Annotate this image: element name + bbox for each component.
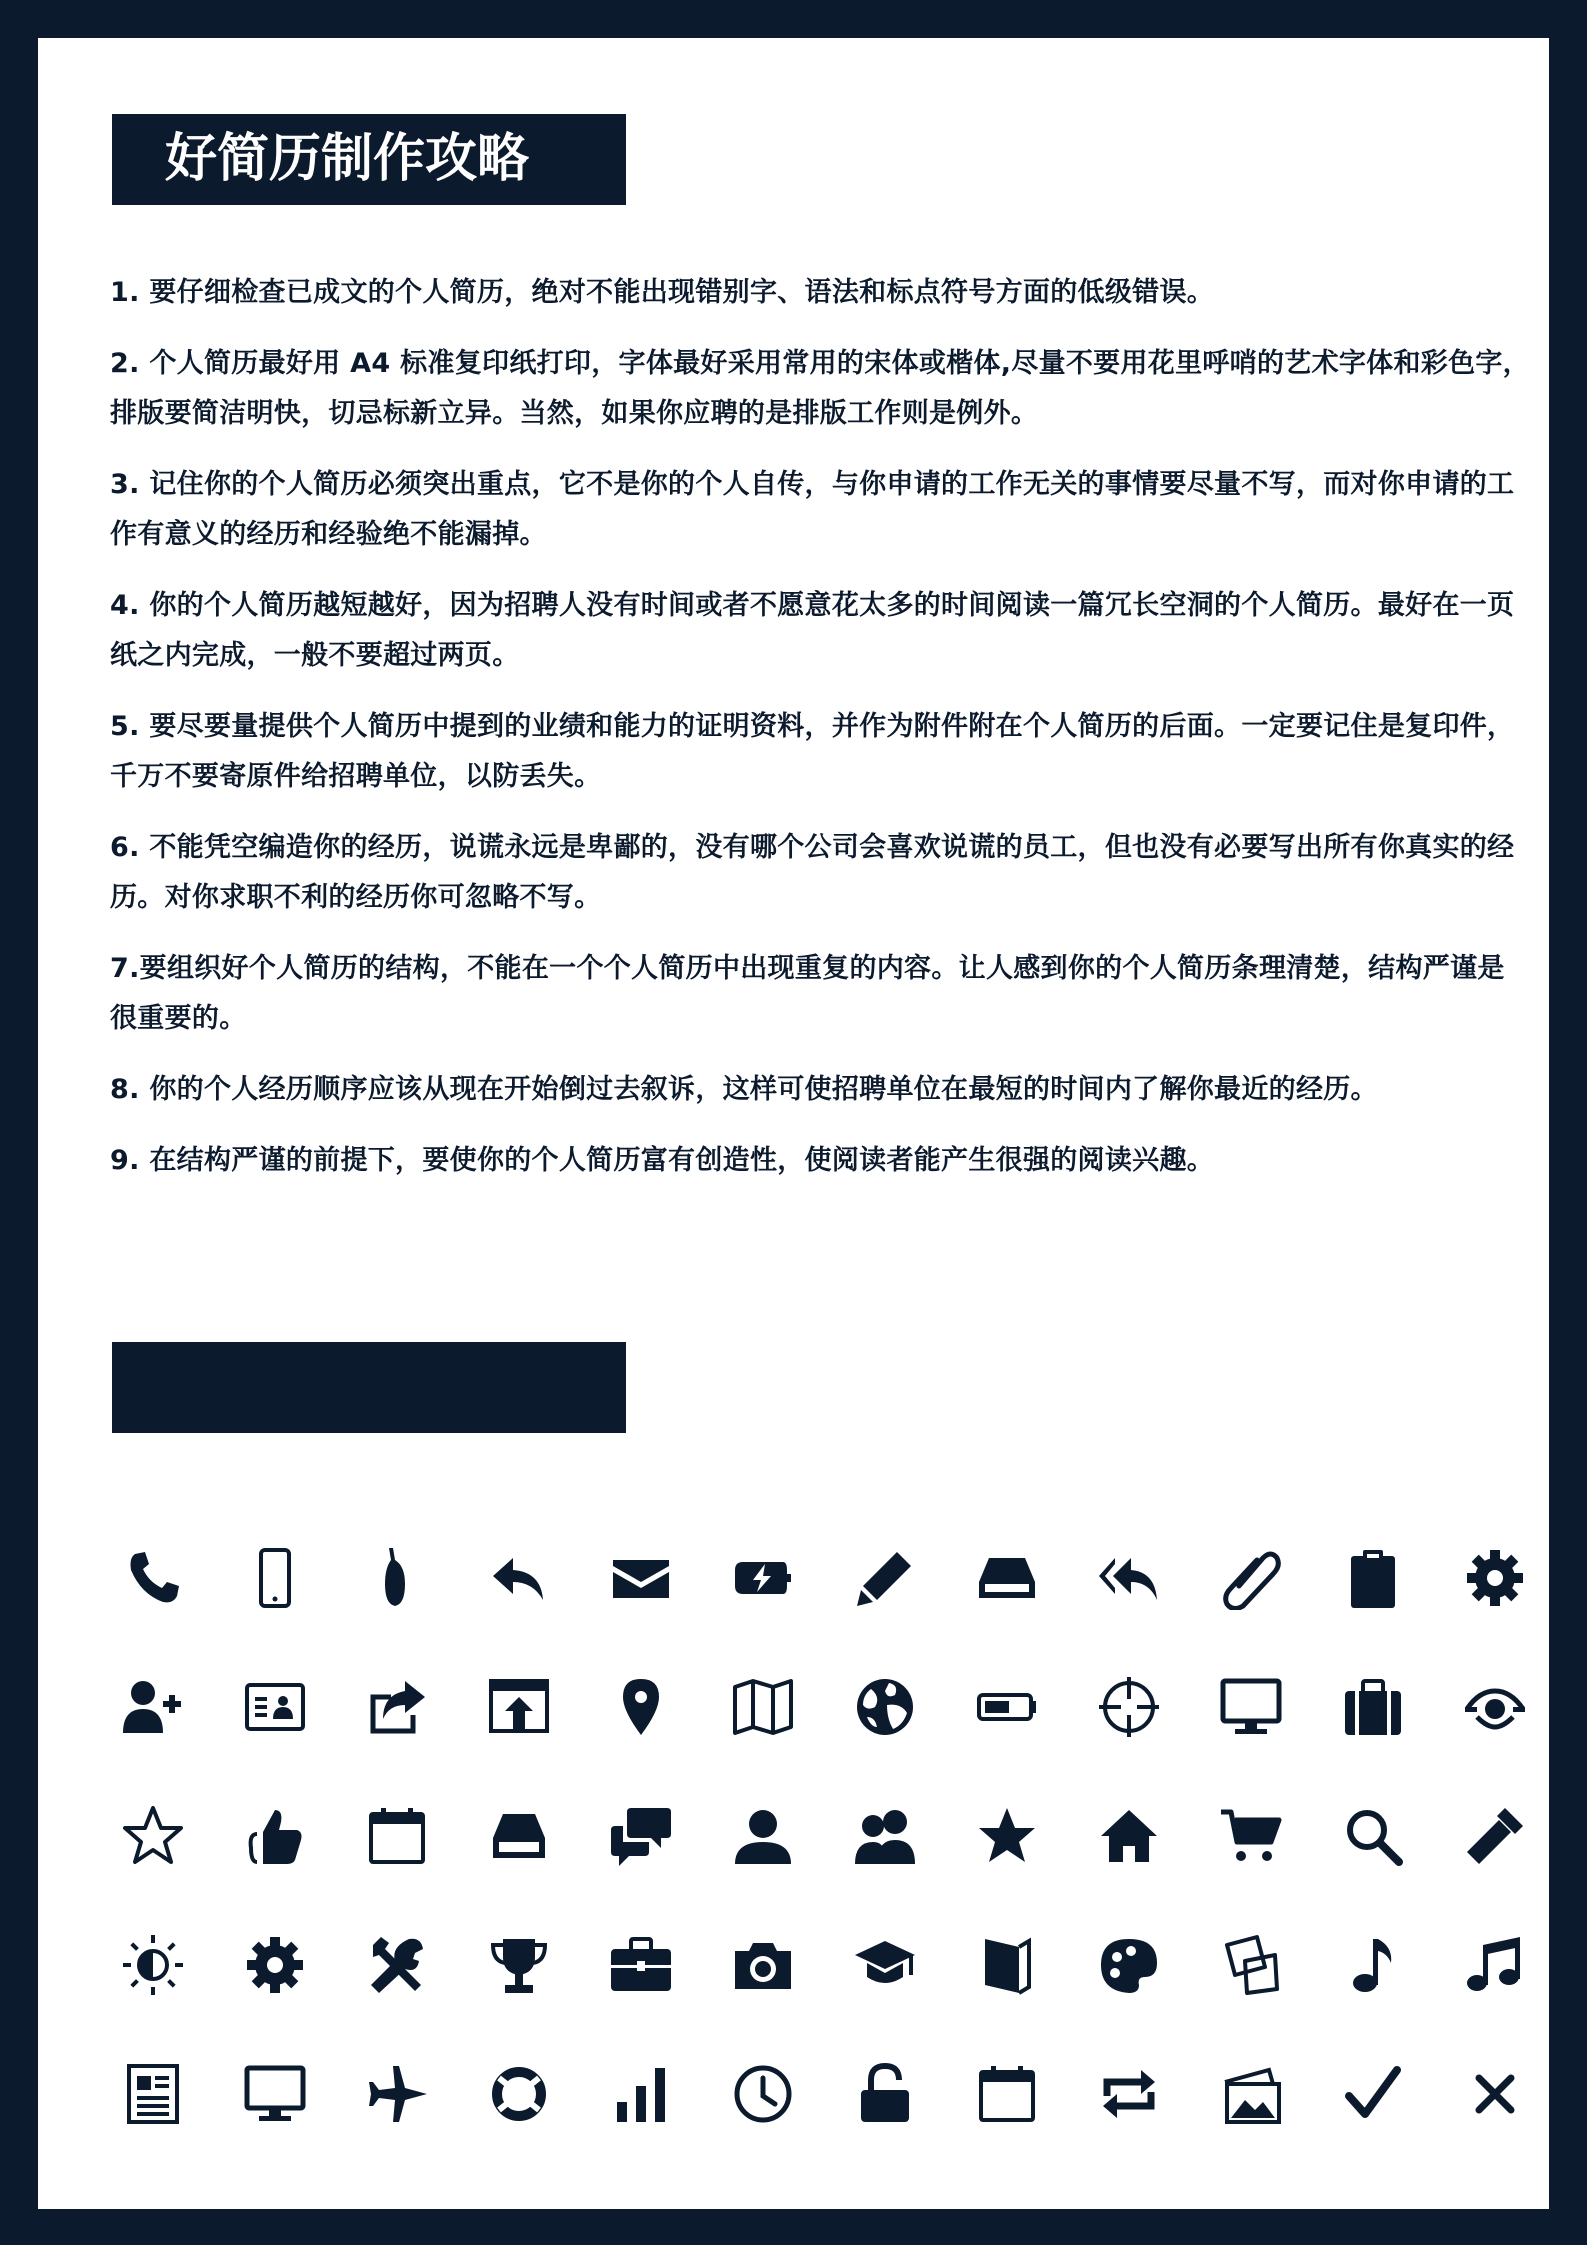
- close-icon: [1434, 2029, 1556, 2158]
- upload-window-icon: [458, 1642, 580, 1771]
- resume-tips-page: [38, 38, 1549, 2209]
- icons-section-header: [112, 1342, 626, 1433]
- mail-icon: [580, 1513, 702, 1642]
- desktop-icon: [214, 2029, 336, 2158]
- thumbs-up-icon: [214, 1771, 336, 1900]
- user-icon: [702, 1771, 824, 1900]
- monitor-icon: [1190, 1642, 1312, 1771]
- add-user-icon: [92, 1642, 214, 1771]
- id-card-icon: [214, 1642, 336, 1771]
- reply-all-icon: [1068, 1513, 1190, 1642]
- reply-icon: [458, 1513, 580, 1642]
- chat-icon: [580, 1771, 702, 1900]
- star-outline-icon: [92, 1771, 214, 1900]
- crosshair-icon: [1068, 1642, 1190, 1771]
- calendar-icon: [336, 1771, 458, 1900]
- star-icon: [946, 1771, 1068, 1900]
- search-icon: [1312, 1771, 1434, 1900]
- check-icon: [1312, 2029, 1434, 2158]
- globe-icon: [824, 1642, 946, 1771]
- music-note-icon: [1312, 1900, 1434, 2029]
- briefcase-icon: [580, 1900, 702, 2029]
- book-icon: [946, 1900, 1068, 2029]
- trophy-icon: [458, 1900, 580, 2029]
- phone-icon: [92, 1513, 214, 1642]
- picture-icon: [1190, 2029, 1312, 2158]
- bar-chart-icon: [580, 2029, 702, 2158]
- mouse-icon: [336, 1513, 458, 1642]
- tip-item: 3. 记住你的个人简历必须突出重点，它不是你的个人自传，与你申请的工作无关的事情要尽量不写，而对你申请的工作有意义的经历和经验绝不能漏掉。: [110, 469, 1515, 550]
- location-pin-icon: [580, 1642, 702, 1771]
- map-icon: [702, 1642, 824, 1771]
- tools-icon: [336, 1900, 458, 2029]
- tip-item: 7.要组织好个人简历的结构，不能在一个个人简历中出现重复的内容。让人感到你的个人简历条理清楚，结构严谨是很重要的。: [110, 953, 1505, 1034]
- gear-icon: [1434, 1513, 1556, 1642]
- music-notes-icon: [1434, 1900, 1556, 2029]
- camera-icon: [702, 1900, 824, 2029]
- lifebuoy-icon: [458, 2029, 580, 2158]
- users-icon: [824, 1771, 946, 1900]
- graduation-cap-icon: [824, 1900, 946, 2029]
- paperclip-icon: [1190, 1513, 1312, 1642]
- home-icon: [1068, 1771, 1190, 1900]
- suitcase-icon: [1312, 1642, 1434, 1771]
- lock-open-icon: [824, 2029, 946, 2158]
- page-title: 好简历制作攻略: [112, 114, 626, 205]
- battery-icon: [946, 1642, 1068, 1771]
- flashlight-icon: [1434, 1771, 1556, 1900]
- eye-icon: [1434, 1642, 1556, 1771]
- tip-item: 4. 你的个人简历越短越好，因为招聘人没有时间或者不愿意花太多的时间阅读一篇冗长空洞的个人简历。最好在一页纸之内完成，一般不要超过两页。: [110, 590, 1515, 671]
- brightness-icon: [92, 1900, 214, 2029]
- share-icon: [336, 1642, 458, 1771]
- airplane-icon: [336, 2029, 458, 2158]
- battery-charge-icon: [702, 1513, 824, 1642]
- icon-grid: [92, 1513, 1522, 2158]
- clipboard-icon: [1312, 1513, 1434, 1642]
- tip-item: 8. 你的个人经历顺序应该从现在开始倒过去叙诉，这样可使招聘单位在最短的时间内了解你最近的经历。: [110, 1074, 1378, 1105]
- tip-item: 9. 在结构严谨的前提下，要使你的个人简历富有创造性，使阅读者能产生很强的阅读兴趣。: [110, 1145, 1215, 1176]
- clock-icon: [702, 2029, 824, 2158]
- mobile-phone-icon: [214, 1513, 336, 1642]
- repeat-icon: [1068, 2029, 1190, 2158]
- cards-icon: [1190, 1900, 1312, 2029]
- drive-icon: [458, 1771, 580, 1900]
- calendar-blank-icon: [946, 2029, 1068, 2158]
- tip-item: 6. 不能凭空编造你的经历，说谎永远是卑鄙的，没有哪个公司会喜欢说谎的员工，但也没有必要写出所有你真实的经历。对你求职不利的经历你可忽略不写。: [110, 832, 1515, 913]
- cog-icon: [214, 1900, 336, 2029]
- palette-icon: [1068, 1900, 1190, 2029]
- pencil-icon: [824, 1513, 946, 1642]
- tip-item: 2. 个人简历最好用 A4 标准复印纸打印，字体最好采用常用的宋体或楷体,尽量不要用花里呼哨的艺术字体和彩色字，排版要简洁明快，切忌标新立异。当然，如果你应聘的是排版工作则是例外。: [110, 348, 1530, 429]
- cart-icon: [1190, 1771, 1312, 1900]
- newspaper-icon: [92, 2029, 214, 2158]
- tip-item: 5. 要尽要量提供个人简历中提到的业绩和能力的证明资料，并作为附件附在个人简历的后面。一定要记住是复印件，千万不要寄原件给招聘单位，以防丢失。: [110, 711, 1515, 792]
- tip-item: 1. 要仔细检查已成文的个人简历，绝对不能出现错别字、语法和标点符号方面的低级错误。: [110, 277, 1215, 308]
- tips-list: [110, 268, 1530, 1207]
- inbox-icon: [946, 1513, 1068, 1642]
